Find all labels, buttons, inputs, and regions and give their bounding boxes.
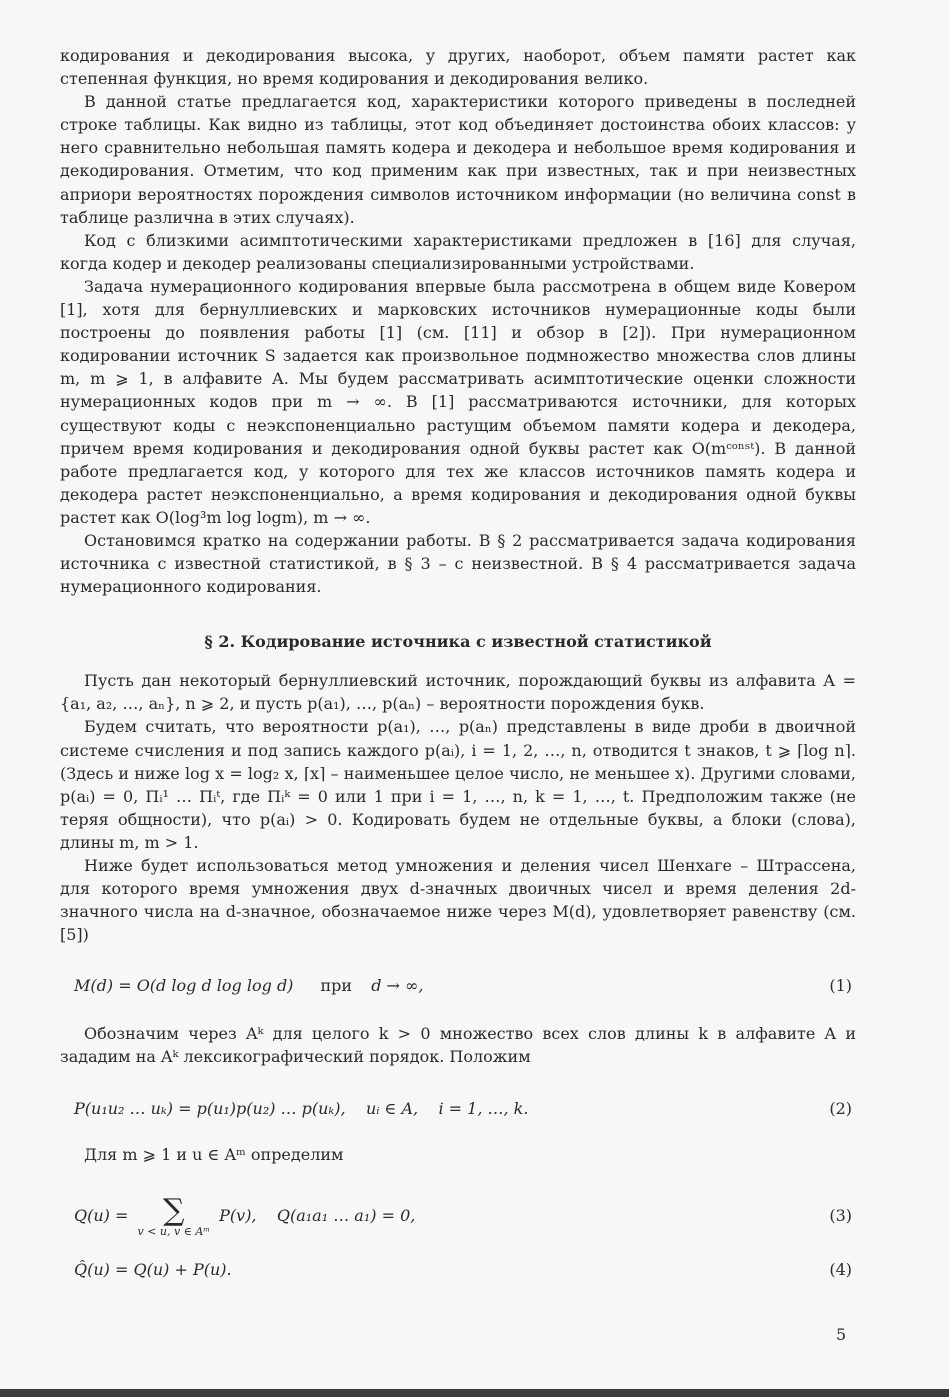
equation-1 (60, 968, 856, 1004)
intro-paragraphs (60, 44, 856, 598)
paragraph: Задача нумерационного кодирования впервые была рассмотрена в общем виде Ковером [1], хотя для бернуллиевских и марковских источников нумерационные коды были построены до появления работы [1] (см. [11] и обзор в [2]). При нумерационном кодировании источник S задается как произвольное подмножество множества слов длины m, m ⩾ 1, в алфавите A. Мы будем рассматривать асимптотические оценки сложности нумерационных кодов при m → ∞. В [1] рассматриваются источники, для которых существуют коды с неэкспоненциально растущим объемом памяти кодера и декодера, причем время кодирования и декодирования одной буквы растет как O(mᶜᵒⁿˢᵗ). В данной работе предлагается код, у которого для тех же классов источников память кодера и декодера растет неэкспоненциально, а время кодирования и декодирования одной буквы растет как O(log³m log logm), m → ∞. (60, 276, 856, 527)
paragraph-after-eq1: Обозначим через Aᵏ для целого k > 0 множество всех слов длины k в алфавите A и зададим на Aᵏ лексикографический порядок. Положим (60, 1024, 856, 1067)
equation-4 (60, 1252, 856, 1288)
equation-1-lhs: M(d) = O(d log d log log d) (74, 976, 294, 996)
equation-1-mid: при (320, 976, 353, 996)
equation-2-number: (2) (829, 1098, 852, 1118)
scan-bottom-edge (0, 1389, 949, 1397)
equation-2-text: P(u₁u₂ … uₖ) = p(u₁)p(u₂) … p(uₖ), uᵢ ∈ A, i = 1, …, k. (74, 1098, 529, 1118)
paragraph: Ниже будет использоваться метод умножения и деления чисел Шенхаге – Штрассена, для которого время умножения двух d-значных двоичных чисел и время деления 2d-значного числа на d-значное, обозначаемое ниже через M(d), удовлетворяет равенству (см. [5]) (60, 856, 856, 945)
equation-3-rhs: P(v), Q(a₁a₁ … a₁) = 0, (219, 1205, 416, 1225)
summation-symbol: ∑ v < u, v ∈ Aᵐ (137, 1192, 211, 1238)
page-number: 5 (836, 1325, 847, 1344)
equation-1-number: (1) (829, 976, 852, 996)
paragraph: Пусть дан некоторый бернуллиевский источник, порождающий буквы из алфавита A = {a₁, a₂, …, aₙ}, n ⩾ 2, и пусть p(a₁), …, p(aₙ) – вероятности порождения букв. (60, 671, 856, 714)
paragraph: кодирования и декодирования высока, у других, наоборот, объем памяти растет как степенная функция, но время кодирования и декодирования велико. (60, 46, 856, 89)
paragraph: В данной статье предлагается код, характеристики которого приведены в последней строке таблицы. Как видно из таблицы, этот код объединяет достоинства обоих классов: у него сравнительно небольшая память кодера и декодера и небольшое время кодирования и декодирования. Отметим, что код применим как при известных, так и при неизвестных априори вероятностях порождения символов источником информации (но величина const в таблице различна в этих случаях). (60, 92, 856, 227)
text-column (60, 44, 856, 1288)
equation-2 (60, 1091, 856, 1127)
equation-3 (60, 1188, 856, 1244)
paragraph: Будем считать, что вероятности p(a₁), …, p(aₙ) представлены в виде дроби в двоичной системе счисления и под запись каждого p(aᵢ), i = 1, 2, …, n, отводится t знаков, t ⩾ ⌈log n⌉. (Здесь и ниже log x = log₂ x, ⌈x⌉ – наименьшее целое число, не меньшее x). Другими словами, p(aᵢ) = 0, Πᵢ¹ … Πᵢᵗ, где Πᵢᵏ = 0 или 1 при i = 1, …, n, k = 1, …, t. Предположим также (не теряя общности), что p(aᵢ) > 0. Кодировать будем не отдельные буквы, а блоки (слова), длины m, m > 1. (60, 717, 856, 852)
equation-3-lhs: Q(u) = (74, 1205, 129, 1225)
equation-4-number: (4) (829, 1259, 852, 1279)
section-heading: § 2. Кодирование источника с известной статистикой (204, 632, 712, 652)
equation-3-number: (3) (829, 1205, 852, 1225)
summation-subscript: v < u, v ∈ Aᵐ (137, 1224, 211, 1238)
section-paragraphs (60, 669, 856, 946)
equation-4-text: Q̂(u) = Q(u) + P(u). (74, 1259, 232, 1279)
paragraph: Остановимся кратко на содержании работы. В § 2 рассматривается задача кодирования источника с известной статистикой, в § 3 – с неизвестной. В § 4 рассматривается задача нумерационного кодирования. (60, 530, 856, 597)
paragraph: Код с близкими асимптотическими характеристиками предложен в [16] для случая, когда кодер и декодер реализованы специализированными устройствами. (60, 230, 856, 273)
paragraph-after-eq2: Для m ⩾ 1 и u ∈ Aᵐ определим (84, 1144, 344, 1164)
equation-1-rhs: d → ∞, (371, 976, 424, 996)
